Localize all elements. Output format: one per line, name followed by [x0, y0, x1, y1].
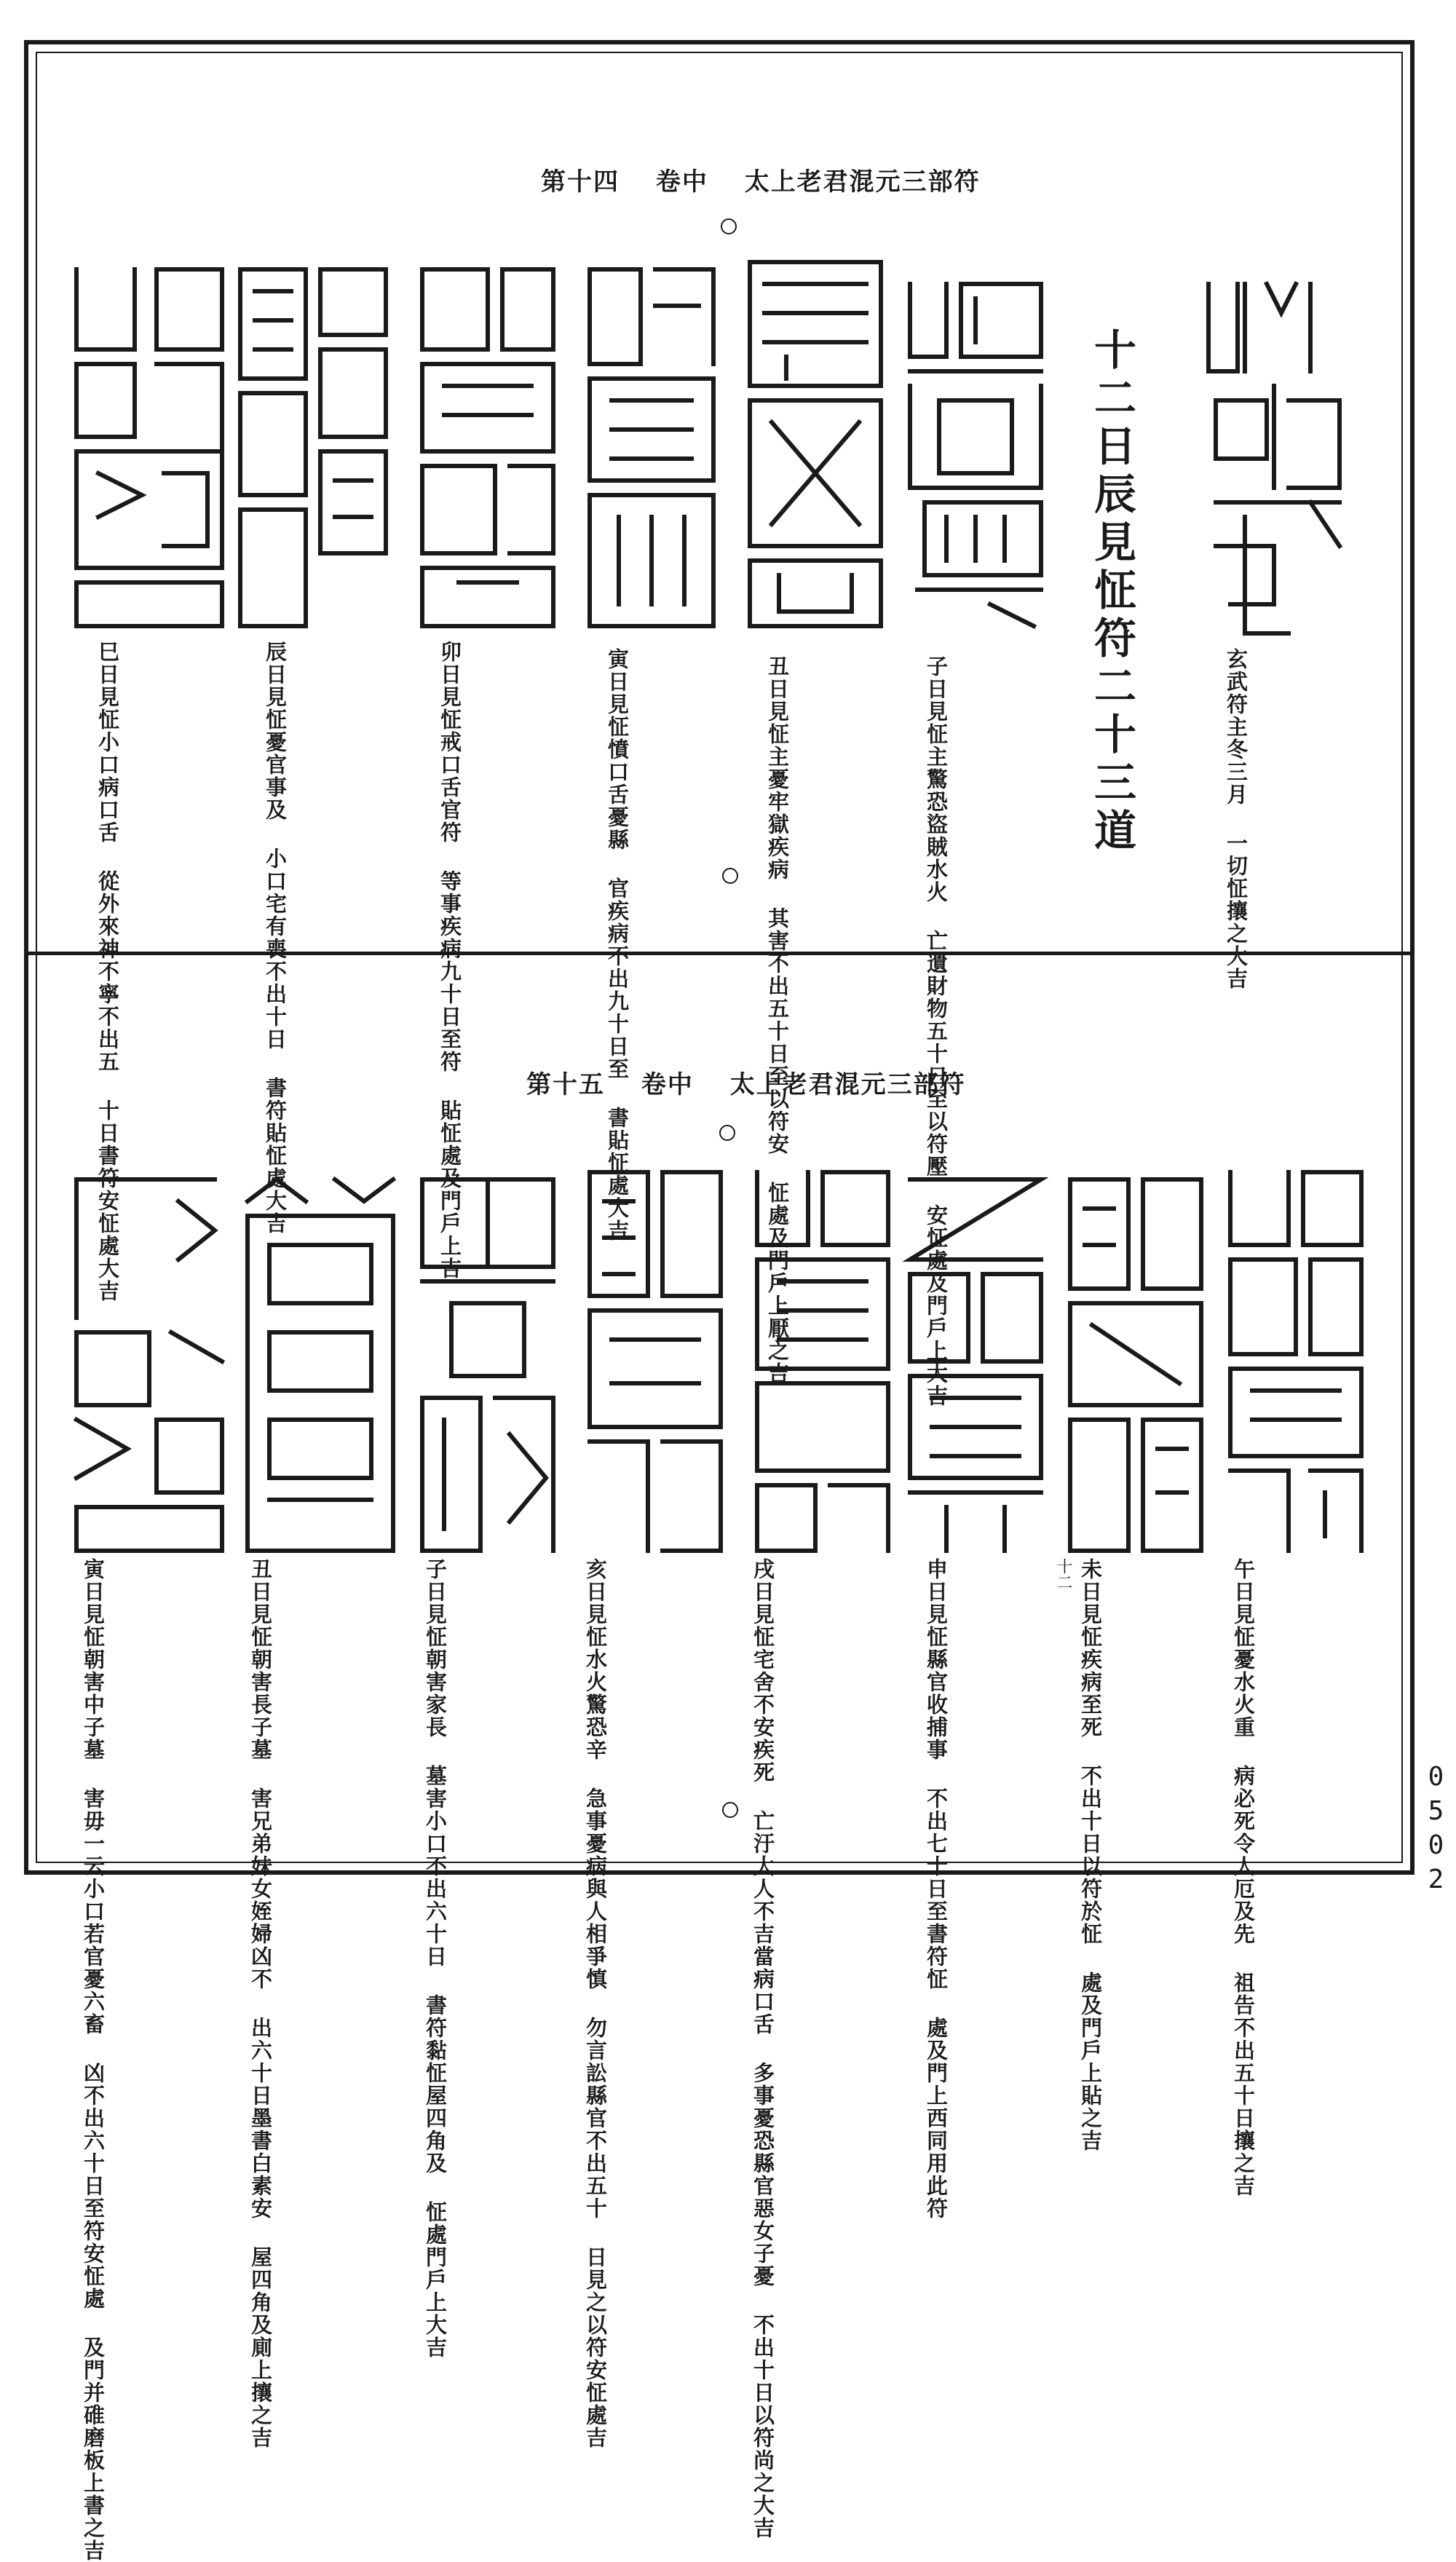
- bottom-running-header: [513, 1064, 979, 1100]
- binding-hole: [722, 868, 738, 884]
- caption-line: 書符黏怔屋四角及: [423, 1994, 448, 2175]
- section-title: 十二日辰見怔符二十三道: [1087, 328, 1136, 856]
- bottom-header-section: 卷中: [641, 1070, 694, 1099]
- caption-line: 官疾病不出九十日至: [605, 877, 630, 1080]
- caption-xu-day: [750, 1558, 776, 2539]
- caption-line: 勿言訟縣官不出五十: [583, 2017, 608, 2220]
- talisman-hai-day: [582, 1165, 728, 1558]
- caption-line: 安怔處及門戶上大吉: [924, 1204, 949, 1407]
- caption-line: 卯日見怔戒口舌官符: [438, 641, 462, 844]
- caption-line: 亥日見怔水火驚恐辛: [583, 1558, 608, 1761]
- talisman-chen-day: [233, 262, 393, 633]
- binding-hole: [722, 1802, 738, 1818]
- caption-line: 不出十日以符於怔: [1078, 1765, 1103, 1945]
- caption-line: 丑日見怔主憂牢獄疾病: [765, 655, 790, 881]
- talisman-zi-day: [903, 269, 1048, 633]
- caption-line: 及門并碓磨板上書之吉: [81, 2336, 106, 2562]
- caption-line: 屋四角及廁上攘之吉: [248, 2246, 273, 2449]
- caption-line: 貼怔處及門戶上吉: [438, 1099, 462, 1280]
- caption-chen-day: [262, 641, 288, 1235]
- caption-line: 一切怔攘之大吉: [1224, 832, 1249, 990]
- caption-line: 處及門上西同用此符: [924, 2017, 949, 2220]
- caption-line: 玄武符主冬三月: [1224, 648, 1249, 806]
- bottom-header-book-title: 太上老君混元三部符: [729, 1070, 966, 1099]
- caption-line: 多事憂恐縣官惡女子憂: [751, 2062, 775, 2288]
- caption-line: 亡汙大人不吉當病口舌: [751, 1810, 775, 2036]
- caption-line: 子日見怔主驚恐盜賊水火: [924, 655, 949, 904]
- caption-line: 從外來神不寧不出五: [95, 870, 120, 1073]
- talisman-xuanwu: [1201, 269, 1347, 648]
- caption-wei-day: [1077, 1558, 1104, 2152]
- caption-line: 其害不出五十日至以符安: [765, 907, 790, 1155]
- caption-wu-day: [1230, 1558, 1257, 2197]
- caption-yin-day: [604, 648, 630, 1242]
- caption-line: 辰日見怔憂官事及: [263, 641, 288, 821]
- caption-line: 害毋一云小口若官憂六畜: [81, 1787, 106, 2036]
- binding-hole: [721, 218, 737, 234]
- caption-line: 日見之以符安怔處吉: [583, 2246, 608, 2449]
- caption-line: 凶不出六十日至符安怔處: [81, 2062, 106, 2310]
- bottom-header-volume-number: 第十五: [526, 1070, 605, 1099]
- talisman-chou-day-2: [240, 1172, 400, 1558]
- caption-line: 未日見怔疾病至死: [1078, 1558, 1103, 1739]
- caption-yin-day-2: [80, 1558, 106, 2562]
- talisman-yin-day: [582, 262, 721, 633]
- caption-shen-day: [923, 1558, 949, 2220]
- caption-line: 等事疾病九十日至符: [438, 870, 462, 1073]
- caption-line: 書貼怔處大吉: [605, 1107, 630, 1242]
- talisman-shen-day: [903, 1172, 1048, 1558]
- top-header-book-title: 太上老君混元三部符: [744, 167, 981, 197]
- top-header-volume-number: 第十四: [541, 167, 620, 197]
- caption-line: 不出十日以符尚之大吉: [751, 2314, 775, 2539]
- side-mark: 十二: [1054, 1558, 1072, 1590]
- caption-xuanwu: [1223, 648, 1249, 990]
- caption-line: 出六十日墨書白素安: [248, 2017, 273, 2220]
- caption-line: 墓害小口不出六十日: [423, 1765, 448, 1968]
- talisman-si-day: [69, 262, 229, 633]
- caption-line: 害兄弟妹女姪婦凶不: [248, 1787, 273, 1990]
- caption-line: 處及門戶上貼之吉: [1078, 1972, 1103, 2152]
- caption-line: 戌日見怔宅舍不安疾死: [751, 1558, 775, 1784]
- caption-line: 申日見怔縣官收捕事: [924, 1558, 949, 1761]
- talisman-chou-day: [743, 255, 888, 633]
- page-number: 0502: [1421, 1762, 1451, 1899]
- caption-line: 怔處及門戶上厭之吉: [765, 1182, 790, 1385]
- talisman-mao-day: [415, 262, 561, 633]
- caption-line: 不出七十日至書符怔: [924, 1787, 949, 1990]
- caption-zi-day-2: [422, 1558, 448, 2359]
- talisman-wu-day: [1223, 1165, 1369, 1558]
- top-header-section: 卷中: [655, 167, 708, 197]
- caption-line: 急事憂病與人相爭慎: [583, 1787, 608, 1990]
- caption-line: 祖告不出五十日攘之吉: [1231, 1972, 1256, 2197]
- caption-line: 病必死令人厄及先: [1231, 1765, 1256, 1945]
- talisman-wei-day: [1063, 1172, 1208, 1558]
- panel-divider: [24, 952, 1415, 955]
- caption-line: 午日見怔憂水火重: [1231, 1558, 1256, 1739]
- caption-line: 丑日見怔朝害長子墓: [248, 1558, 273, 1761]
- talisman-yin-day-2: [69, 1172, 229, 1558]
- talisman-xu-day: [750, 1165, 895, 1558]
- caption-line: 十日書符安怔處大吉: [95, 1099, 120, 1302]
- top-running-header: [528, 162, 994, 197]
- caption-line: 書符貼怔處大吉: [263, 1077, 288, 1235]
- caption-chou-day-2: [248, 1558, 274, 2449]
- talisman-zi-day-2: [415, 1172, 561, 1558]
- caption-line: 寅日見怔憤口舌憂縣: [605, 648, 630, 851]
- caption-line: 小口宅有喪不出十日: [263, 847, 288, 1051]
- caption-line: 怔處門戶上大吉: [423, 2201, 448, 2359]
- caption-hai-day: [582, 1558, 609, 2449]
- caption-line: 巳日見怔小口病口舌: [95, 641, 120, 844]
- caption-line: 子日見怔朝害家長: [423, 1558, 448, 1739]
- caption-line: 亡遺財物五十日至以符壓: [924, 930, 949, 1178]
- caption-line: 寅日見怔朝害中子墓: [81, 1558, 106, 1761]
- binding-hole: [719, 1125, 735, 1141]
